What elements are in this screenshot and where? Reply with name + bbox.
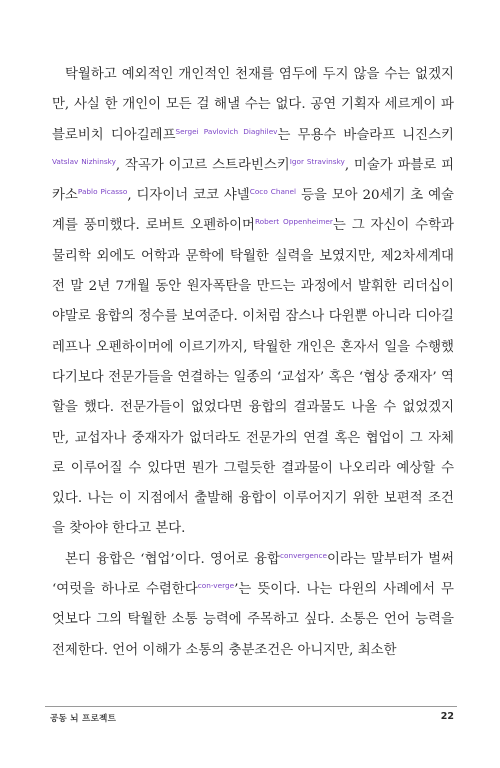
foreign-name-gloss: Robert Oppenheimer xyxy=(254,217,333,227)
foreign-term-gloss: con-verge xyxy=(197,581,235,591)
text-segment: 등을 모아 20세기 초 예술계를 풍미했다. 로버트 오펜하이머 xyxy=(52,188,454,234)
page-number: 22 xyxy=(440,711,454,722)
paragraph-2 xyxy=(52,545,454,666)
text-segment: , 작곡가 이고르 스트라빈스키 xyxy=(115,157,290,173)
text-segment: 는 무용수 바슬라프 니진스키 xyxy=(277,127,454,143)
text-segment: 는 그 자신이 수학과 물리학 외에도 어학과 문학에 탁월한 실력을 보였지만, 제2차세계대전 말 2년 7개월 동안 원자폭탄을 만드는 과정에서 발휘한 리더십이야말로 융합의 정수를 보여준다. 이처럼 잠스나 다윈뿐 아니라 디아길레프나 오펜하이머에 이르기까지, 탁월한 개인은 혼자서 일을 수행했다기보다 전문가들을 연결하는 일종의 ‘교섭자’ 혹은 ‘협상 중재자’ 역할을 했다. 전문가들이 없었다면 융합의 결과물도 나올 수 없었겠지만, 교섭자나 중재자가 없더라도 전문가의 연결 혹은 협업이 그 자체로 이루어질 수 있다면 뭔가 그럴듯한 결과물이 나오리라 예상할 수 있다. 나는 이 지점에서 출발해 융합이 이루어지기 위한 보편적 조건을 찾아야 한다고 본다. xyxy=(52,218,454,537)
foreign-name-gloss: Coco Chanel xyxy=(249,187,297,197)
running-footer-title: 공동 뇌 프로젝트 xyxy=(50,714,117,724)
foreign-name-gloss: Igor Stravinsky xyxy=(289,156,345,166)
text-segment: , 디자이너 코코 샤넬 xyxy=(127,188,250,204)
footer-rule xyxy=(45,706,457,707)
text-segment: ’는 뜻이다. 나는 다윈의 사례에서 무엇보다 그의 탁월한 소통 능력에 주목하고 싶다. 소통은 언어 능력을 전제한다. 언어 이해가 소통의 충분조건은 아니지만, 최소한 xyxy=(52,582,454,658)
foreign-name-gloss: Pablo Picasso xyxy=(77,187,128,197)
text-segment: 본디 융합은 ‘협업’이다. 영어로 융합 xyxy=(65,551,280,567)
foreign-name-gloss: Sergei Pavlovich Diaghilev xyxy=(175,126,278,136)
foreign-name-gloss: Vatslav Nizhinsky xyxy=(52,156,116,166)
body-text xyxy=(52,60,454,666)
foreign-term-gloss: convergence xyxy=(279,550,328,560)
text-segment: , 미술가 파블로 피카소 xyxy=(52,157,455,204)
paragraph-1 xyxy=(52,60,454,545)
text-segment: 탁월하고 예외적인 개인적인 천재를 염두에 두지 않을 수는 없겠지만, 사실 한 개인이 모든 걸 해낼 수는 없다. 공연 기획자 세르게이 파블로비치 디아길레프 xyxy=(52,67,454,143)
text-segment: 이라는 말부터가 벌써 ‘여럿을 하나로 수렴한다 xyxy=(52,551,454,598)
